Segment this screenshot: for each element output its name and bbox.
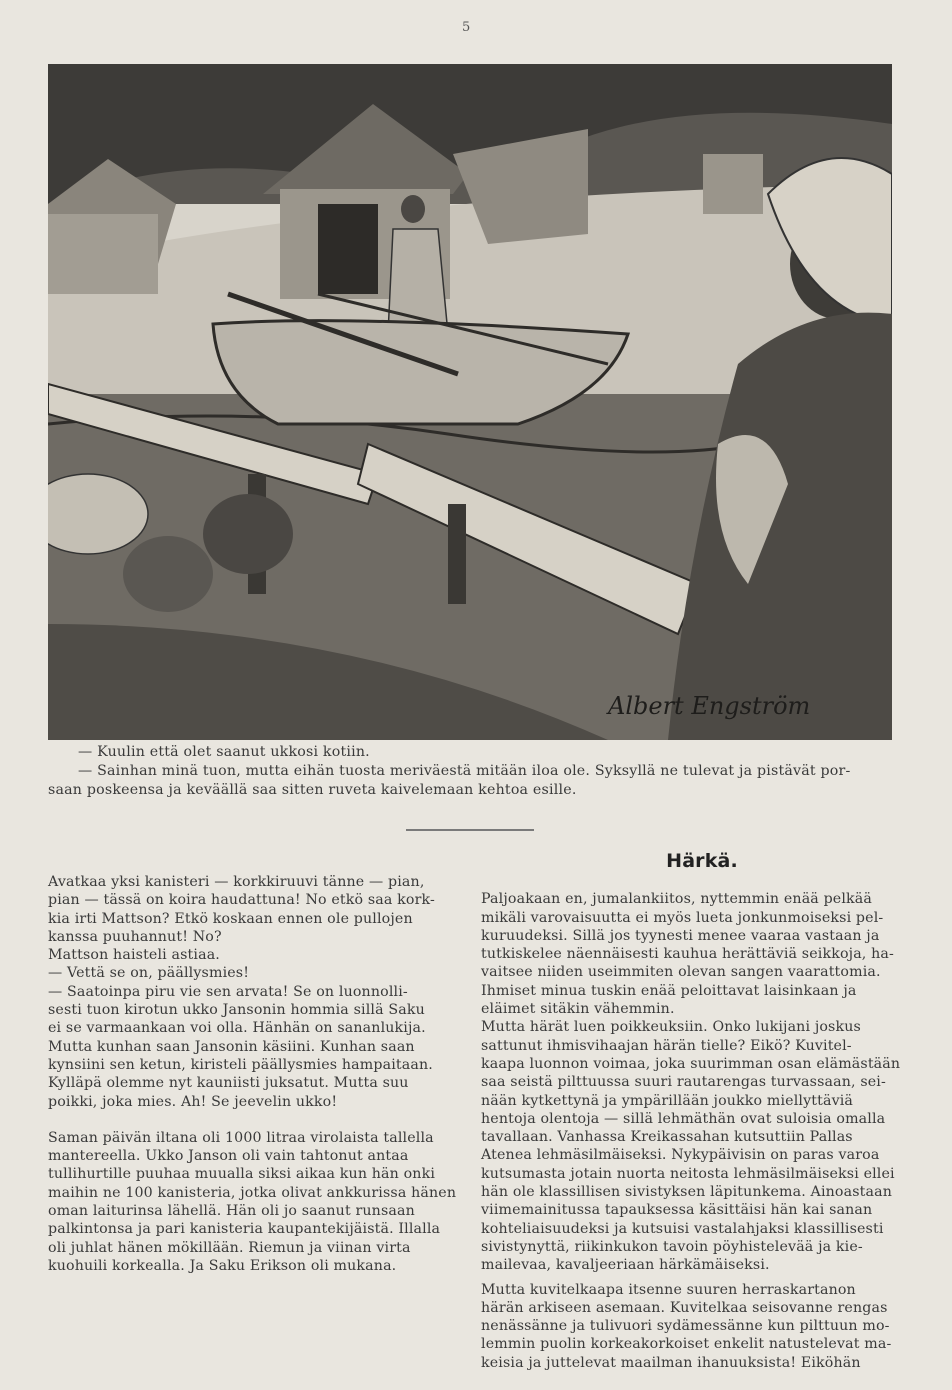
section-divider <box>406 829 534 831</box>
text-line: Mutta kuvitelkaapa itsenne suuren herraskartanon <box>481 1281 856 1298</box>
text-line: — Vettä se on, päällysmies! <box>48 965 250 982</box>
text-line: saa seistä pilttuussa suuri rautarengas turvassaan, sei- <box>481 1074 886 1091</box>
article-paragraph-3 <box>481 1281 913 1372</box>
text-line: kohteliaisuudeksi ja kutsuisi vastalahjaksi klassillisesti <box>481 1220 884 1237</box>
article-paragraph-2 <box>481 1018 913 1274</box>
page-number: 5 <box>462 20 471 35</box>
text-line: — Saatoinpa piru vie sen arvata! Se on luonnolli- <box>48 983 408 1000</box>
text-line: viimemainitussa tapauksessa käsittäisi hän kai sanan <box>481 1202 873 1219</box>
caption-line-3: saan poskeensa ja keväällä saa sitten ruveta kaivelemaan kehtoa esille. <box>48 782 577 798</box>
text-line: Saman päivän iltana oli 1000 litraa virolaista tallella <box>48 1129 434 1146</box>
text-line: nenässänne ja tulivuori sydämessänne kun pilttuun mo- <box>481 1318 890 1335</box>
left-column <box>48 873 458 1275</box>
text-line: hän ole klassillisen sivistyksen läpitunkema. Ainoastaan <box>481 1184 893 1201</box>
text-line: kaapa luonnon voimaa, joka suurimman osan elämästään <box>481 1055 901 1072</box>
text-line: Mattson haisteli astiaa. <box>48 947 220 964</box>
right-column <box>481 852 913 1372</box>
story-paragraph-2 <box>48 1129 458 1275</box>
sketch-drawing <box>48 64 892 740</box>
text-line: oli juhlat hänen mökillään. Riemun ja viinan virta <box>48 1239 411 1256</box>
text-line: Mutta kunhan saan Jansonin käsiini. Kunhan saan <box>48 1038 415 1055</box>
text-line: tavallaan. Vanhassa Kreikassahan kutsuttiin Pallas <box>481 1129 853 1146</box>
text-line: Ihmiset minua tuskin enää peloittavat laisinkaan ja <box>481 982 857 999</box>
text-line: kynsiini sen ketun, kiristeli päällysmies hampaitaan. <box>48 1056 433 1073</box>
text-line: ei se varmaankaan voi olla. Hänhän on sananlukija. <box>48 1020 426 1037</box>
text-line: palkintonsa ja pari kanisteria kaupantekijäistä. Illalla <box>48 1221 441 1238</box>
text-line: mailevaa, kavaljeeriaan härkämäiseksi. <box>481 1257 770 1274</box>
text-line: kia irti Mattson? Etkö koskaan ennen ole pullojen <box>48 910 413 927</box>
illustration-caption <box>48 743 908 800</box>
text-line: kutsumasta jotain nuorta neitosta lehmäsilmäiseksi ellei <box>481 1165 895 1182</box>
text-line: Atenea lehmäsilmäiseksi. Nykypäivisin on paras varoa <box>481 1147 880 1164</box>
text-line: keisia ja juttelevat maailman ihanuuksista! Eiköhän <box>481 1354 861 1371</box>
text-line: Paljoakaan en, jumalankiitos, nyttemmin enää pelkää <box>481 891 872 908</box>
story-paragraph-1 <box>48 873 458 1111</box>
text-line: eläimet sitäkin vähemmin. <box>481 1001 675 1018</box>
text-line: poikki, joka mies. Ah! Se jeevelin ukko! <box>48 1093 338 1110</box>
text-line: mikäli varovaisuutta ei myös lueta jonkunmoiseksi pel- <box>481 909 884 926</box>
text-line: tutkiskelee näennäisesti kauhua herättäviä seikkoja, ha- <box>481 946 894 963</box>
text-line: kanssa puuhannut! No? <box>48 928 222 945</box>
text-line: hentoja olentoja — sillä lehmäthän ovat suloisia omalla <box>481 1110 886 1127</box>
text-line: kuohuili korkealla. Ja Saku Erikson oli mukana. <box>48 1257 397 1274</box>
text-line: maihin ne 100 kanisteria, jotka olivat ankkurissa hänen <box>48 1184 457 1201</box>
illustration-boat-sheds <box>48 64 892 740</box>
text-line: sivistynyttä, riikinkukon tavoin pöyhistelevää ja kie- <box>481 1238 863 1255</box>
text-line: härän arkiseen asemaan. Kuvitelkaa seisovanne rengas <box>481 1299 888 1316</box>
artist-signature: Albert Engström <box>608 692 811 720</box>
text-line: Kylläpä olemme nyt kauniisti juksatut. Mutta suu <box>48 1075 409 1092</box>
text-line: lemmin puolin korkeakorkoiset enkelit natustelevat ma- <box>481 1336 892 1353</box>
text-line: vaitsee niiden useimmiten olevan sangen vaarattomia. <box>481 964 881 981</box>
text-line: sesti tuon kirotun ukko Jansonin hommia sillä Saku <box>48 1002 425 1019</box>
text-line: oman laiturinsa lähellä. Hän oli jo saanut runsaan <box>48 1203 415 1220</box>
caption-line-1: — Kuulin että olet saanut ukkosi kotiin. <box>78 744 370 760</box>
text-line: Avatkaa yksi kanisteri — korkkiruuvi tänne — pian, <box>48 874 425 890</box>
article-paragraph-1 <box>481 890 913 1018</box>
text-line: pian — tässä on koira haudattuna! No etkö saa kork- <box>48 892 435 909</box>
caption-line-2: — Sainhan minä tuon, mutta eihän tuosta meriväestä mitään iloa ole. Syksyllä ne tulevat ja pistävät por- <box>78 763 851 779</box>
text-line: nään kytkettynä ja ympärillään joukko miellyttäviä <box>481 1092 854 1109</box>
text-line: kuruudeksi. Sillä jos tyynesti menee vaaraa vastaan ja <box>481 927 880 944</box>
text-line: sattunut ihmisvihaajan härän tielle? Eikö? Kuvitel- <box>481 1037 852 1054</box>
text-line: mantereella. Ukko Janson oli vain tahtonut antaa <box>48 1148 409 1165</box>
article-heading: Härkä. <box>666 850 738 872</box>
text-line: tullihurtille puuhaa muualla siksi aikaa kun hän onki <box>48 1166 436 1183</box>
text-line: Mutta härät luen poikkeuksiin. Onko lukijani joskus <box>481 1019 861 1036</box>
